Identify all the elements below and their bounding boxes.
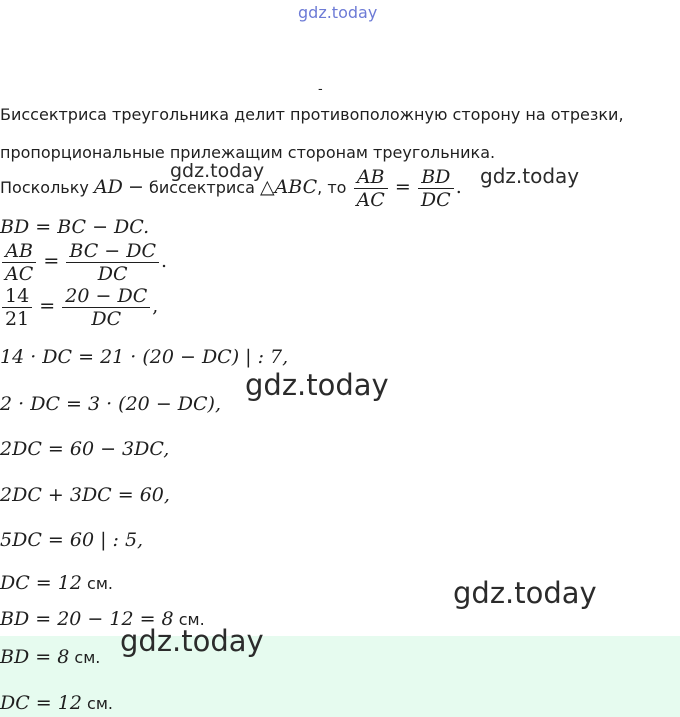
unit-cm: см. <box>87 694 113 713</box>
fraction-numerator: BD <box>421 166 451 188</box>
watermark-3: gdz.today <box>245 368 389 402</box>
watermark-1: gdz.today <box>170 160 265 182</box>
equation-proportion: $\frac{AB}{AC}$ = $\frac{BC - DC}{DC}$ . <box>0 240 167 285</box>
bisector-word: биссектриса <box>149 178 255 197</box>
fraction-14-21 <box>2 285 32 330</box>
theorem-line-2: пропорциональные прилежащим сторонам треугольника. <box>0 143 496 162</box>
answer-dc-math: DC = 12 <box>0 692 82 714</box>
theorem-line-1: Биссектриса треугольника делит противоположную сторону на отрезки, <box>0 105 624 124</box>
fraction-bd-dc <box>418 166 454 211</box>
watermark-5: gdz.today <box>120 624 264 658</box>
answer-bd <box>0 646 100 668</box>
fraction-denominator: 21 <box>2 307 32 330</box>
fraction-ab-ac <box>2 240 36 285</box>
equation-bd: BD = BC − DC. <box>0 216 150 238</box>
unit-cm: см. <box>74 648 101 667</box>
fraction-denominator: AC <box>2 262 36 285</box>
fraction-bc-dc <box>66 240 159 285</box>
watermark-2: gdz.today <box>480 164 580 188</box>
fraction-numerator: AB <box>356 166 385 188</box>
equals-sign: = <box>39 295 56 317</box>
triangle-abc: △ABC <box>259 176 318 198</box>
unit-cm: см. <box>87 574 113 593</box>
equation-step-5: 14 · DC = 21 · (20 − DC) | : 7, <box>0 346 289 368</box>
fraction-20-dc <box>62 285 150 330</box>
equals-sign: = <box>394 176 411 198</box>
result-bd-math: BD = 20 − 12 = 8 <box>0 608 174 630</box>
fraction-denominator: DC <box>62 307 150 330</box>
equation-step-7: 2DC = 60 − 3DC, <box>0 438 170 460</box>
answer-dc <box>0 692 113 714</box>
watermark-top: gdz.today <box>298 3 378 22</box>
fraction-ab-ac <box>354 166 388 211</box>
answer-bd-math: BD = 8 <box>0 646 70 668</box>
equals-sign: = <box>43 250 60 272</box>
fraction-denominator: DC <box>418 188 454 211</box>
watermark-4: gdz.today <box>453 576 597 610</box>
fraction-numerator: BC − DC <box>69 240 156 262</box>
result-dc-math: DC = 12 <box>0 572 82 594</box>
unit-cm: см. <box>178 610 205 629</box>
equation-step-9: 5DC = 60 | : 5, <box>0 529 144 551</box>
equation-numeric-proportion: $\frac{14}{21}$ = $\frac{20 - DC}{DC}$ , <box>0 285 158 330</box>
fraction-numerator: 14 <box>5 285 30 307</box>
fraction-numerator: 20 − DC <box>65 285 148 307</box>
result-dc <box>0 572 113 594</box>
minus-sign: − <box>128 176 144 198</box>
fraction-denominator: AC <box>354 188 388 211</box>
top-dash: - <box>318 82 323 97</box>
equation-step-6: 2 · DC = 3 · (20 − DC), <box>0 393 221 415</box>
fraction-numerator: AB <box>5 240 33 262</box>
equation-step-8: 2DC + 3DC = 60, <box>0 484 170 506</box>
segment-ad: AD <box>93 176 123 198</box>
fraction-denominator: DC <box>66 262 159 285</box>
since-word: Поскольку <box>0 178 89 197</box>
statement-line: Поскольку AD − биссектриса △ABC, то $\frac{AB}{AC}$ = $\frac{BD}{DC}$ . <box>0 166 462 211</box>
then-word: , то <box>317 178 347 197</box>
